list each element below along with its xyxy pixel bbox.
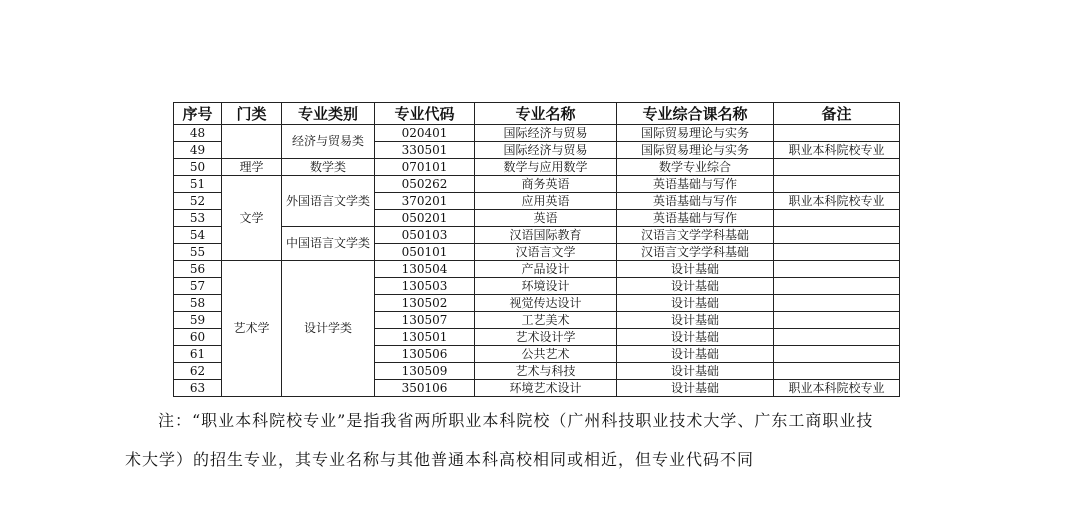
cell-remark [774, 210, 900, 227]
cell-remark [774, 244, 900, 261]
cell-no: 62 [174, 363, 222, 380]
cell-code: 130501 [375, 329, 475, 346]
cell-remark [774, 176, 900, 193]
header-major-code: 专业代码 [375, 103, 475, 125]
header-remark: 备注 [774, 103, 900, 125]
cell-course: 英语基础与写作 [617, 210, 774, 227]
cell-name: 环境艺术设计 [475, 380, 617, 397]
cell-code: 330501 [375, 142, 475, 159]
cell-category [222, 125, 282, 159]
cell-remark [774, 278, 900, 295]
cell-major-class: 数学类 [282, 159, 375, 176]
major-table [173, 102, 900, 397]
cell-remark [774, 159, 900, 176]
cell-remark: 职业本科院校专业 [774, 142, 900, 159]
cell-name: 英语 [475, 210, 617, 227]
cell-code: 020401 [375, 125, 475, 142]
cell-category: 艺术学 [222, 261, 282, 397]
table-row [174, 227, 900, 244]
cell-no: 57 [174, 278, 222, 295]
cell-code: 370201 [375, 193, 475, 210]
cell-no: 61 [174, 346, 222, 363]
cell-remark [774, 312, 900, 329]
cell-remark [774, 261, 900, 278]
cell-remark: 职业本科院校专业 [774, 380, 900, 397]
header-major-name: 专业名称 [475, 103, 617, 125]
cell-name: 数学与应用数学 [475, 159, 617, 176]
cell-category: 文学 [222, 176, 282, 261]
header-major-class: 专业类别 [282, 103, 375, 125]
cell-no: 49 [174, 142, 222, 159]
cell-code: 130506 [375, 346, 475, 363]
cell-name: 国际经济与贸易 [475, 142, 617, 159]
cell-name: 产品设计 [475, 261, 617, 278]
cell-remark [774, 329, 900, 346]
cell-course: 设计基础 [617, 261, 774, 278]
footnote-line-2: 术大学）的招生专业，其专业名称与其他普通本科高校相同或相近，但专业代码不同 [125, 450, 755, 469]
cell-course: 设计基础 [617, 346, 774, 363]
cell-no: 58 [174, 295, 222, 312]
cell-course: 英语基础与写作 [617, 193, 774, 210]
cell-course: 设计基础 [617, 363, 774, 380]
cell-course: 设计基础 [617, 278, 774, 295]
cell-course: 设计基础 [617, 380, 774, 397]
cell-code: 050262 [375, 176, 475, 193]
cell-major-class: 设计学类 [282, 261, 375, 397]
cell-remark [774, 363, 900, 380]
cell-name: 汉语国际教育 [475, 227, 617, 244]
cell-course: 英语基础与写作 [617, 176, 774, 193]
header-no: 序号 [174, 103, 222, 125]
cell-no: 59 [174, 312, 222, 329]
cell-remark [774, 125, 900, 142]
table-row [174, 261, 900, 278]
cell-remark [774, 346, 900, 363]
cell-name: 工艺美术 [475, 312, 617, 329]
cell-course: 设计基础 [617, 295, 774, 312]
cell-course: 汉语言文学学科基础 [617, 227, 774, 244]
cell-code: 350106 [375, 380, 475, 397]
table-row [174, 125, 900, 142]
table-header-row [174, 103, 900, 125]
cell-code: 130504 [375, 261, 475, 278]
cell-course: 国际贸易理论与实务 [617, 125, 774, 142]
header-category: 门类 [222, 103, 282, 125]
cell-name: 国际经济与贸易 [475, 125, 617, 142]
cell-name: 商务英语 [475, 176, 617, 193]
cell-name: 艺术与科技 [475, 363, 617, 380]
cell-no: 48 [174, 125, 222, 142]
cell-code: 070101 [375, 159, 475, 176]
cell-no: 54 [174, 227, 222, 244]
cell-no: 53 [174, 210, 222, 227]
cell-no: 63 [174, 380, 222, 397]
cell-name: 艺术设计学 [475, 329, 617, 346]
cell-code: 130509 [375, 363, 475, 380]
cell-code: 130507 [375, 312, 475, 329]
cell-code: 130503 [375, 278, 475, 295]
cell-no: 52 [174, 193, 222, 210]
table-row [174, 176, 900, 193]
cell-no: 56 [174, 261, 222, 278]
cell-code: 050101 [375, 244, 475, 261]
cell-code: 050103 [375, 227, 475, 244]
cell-no: 51 [174, 176, 222, 193]
cell-name: 公共艺术 [475, 346, 617, 363]
cell-remark [774, 227, 900, 244]
cell-name: 应用英语 [475, 193, 617, 210]
cell-major-class: 中国语言文学类 [282, 227, 375, 261]
cell-course: 数学专业综合 [617, 159, 774, 176]
cell-no: 55 [174, 244, 222, 261]
cell-code: 130502 [375, 295, 475, 312]
cell-major-class: 经济与贸易类 [282, 125, 375, 159]
cell-course: 设计基础 [617, 312, 774, 329]
cell-code: 050201 [375, 210, 475, 227]
cell-name: 视觉传达设计 [475, 295, 617, 312]
cell-category: 理学 [222, 159, 282, 176]
footnote-line-1: 注：“职业本科院校专业”是指我省两所职业本科院校（广州科技职业技术大学、广东工商职业技 [158, 411, 874, 430]
cell-remark: 职业本科院校专业 [774, 193, 900, 210]
header-course-name: 专业综合课名称 [617, 103, 774, 125]
cell-major-class: 外国语言文学类 [282, 176, 375, 227]
cell-name: 汉语言文学 [475, 244, 617, 261]
cell-name: 环境设计 [475, 278, 617, 295]
cell-course: 国际贸易理论与实务 [617, 142, 774, 159]
cell-course: 设计基础 [617, 329, 774, 346]
table-row [174, 159, 900, 176]
cell-no: 60 [174, 329, 222, 346]
cell-no: 50 [174, 159, 222, 176]
cell-course: 汉语言文学学科基础 [617, 244, 774, 261]
cell-remark [774, 295, 900, 312]
